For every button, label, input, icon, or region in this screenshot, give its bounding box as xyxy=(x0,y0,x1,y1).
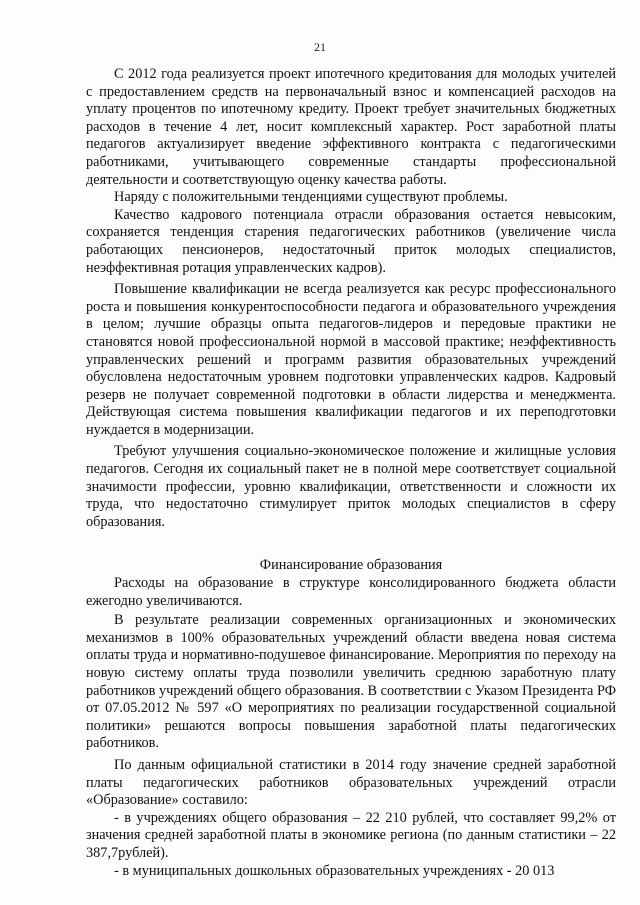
paragraph: По данным официальной статистики в 2014 году значение средней заработной платы педагогических работников образовательных учреждений отрасли «Образование» составило: xyxy=(86,756,616,809)
paragraph: Повышение квалификации не всегда реализуется как ресурс профессионального роста и повышения конкурентоспособности педагога и образовательного учреждения в целом; лучшие образцы опыта педагогов-лидеров и передовые практики не становятся новой профессиональной нормой в массовой практике; неэффективность управленческих решений и программ развития образовательных учреждений обусловлена недостаточным уровнем подготовки управленческих кадров. Кадровый резерв не получает современной подготовки в области лидерства и менеджмента. Действующая система повышения квалификации педагогов и их переподготовки нуждается в модернизации. xyxy=(86,281,616,438)
paragraph: Требуют улучшения социально-экономическое положение и жилищные условия педагогов. Сегодня их социальный пакет не в полной мере соответствует социальной значимости профессии, уровню квалификации, ответственности и сложности их труда, что недостаточно стимулирует приток молодых специалистов в сферу образования. xyxy=(86,443,616,530)
section-heading: Финансирование образования xyxy=(259,557,443,574)
list-item: - в муниципальных дошкольных образовательных учреждениях - 20 013 xyxy=(114,862,555,879)
document-body xyxy=(86,66,616,880)
paragraph: Качество кадрового потенциала отрасли образования остается невысоким, сохраняется тенденция старения педагогических работников (увеличение числа работающих пенсионеров, недостаточный приток молодых специалистов, неэффективная ротация управленческих кадров). xyxy=(86,206,616,276)
page-number: 21 xyxy=(314,40,326,54)
paragraph: Наряду с положительными тенденциями существуют проблемы. xyxy=(114,189,508,206)
paragraph: С 2012 года реализуется проект ипотечного кредитования для молодых учителей с предоставлением средств на первоначальный взнос и компенсацией расходов на уплату процентов по ипотечному кредиту. Проект требует значительных бюджетных расходов в течение 4 лет, носит комплексный характер. Рост заработной платы педагогов актуализирует введение эффективного контракта с педагогическими работниками, учитывающего современные стандарты профессиональной деятельности и соответствующую оценку качества работы. xyxy=(86,66,616,188)
paragraph: В результате реализации современных организационных и экономических механизмов в 100% образовательных учреждений области введена новая система оплаты труда и нормативно-подушевое финансирование. Мероприятия по переходу на новую систему оплаты труда позволили увеличить среднюю заработную плату работников учреждений общего образования. В соответствии с Указом Президента РФ от 07.05.2012 № 597 «О мероприятиях по реализации государственной социальной политики» решаются вопросы повышения заработной платы педагогических работников. xyxy=(86,612,616,752)
list-item: - в учреждениях общего образования – 22 210 рублей, что составляет 99,2% от значения средней заработной платы в экономике региона (по данным статистики – 22 387,7рублей). xyxy=(86,809,616,861)
paragraph: Расходы на образование в структуре консолидированного бюджета области ежегодно увеличиваются. xyxy=(86,575,616,609)
